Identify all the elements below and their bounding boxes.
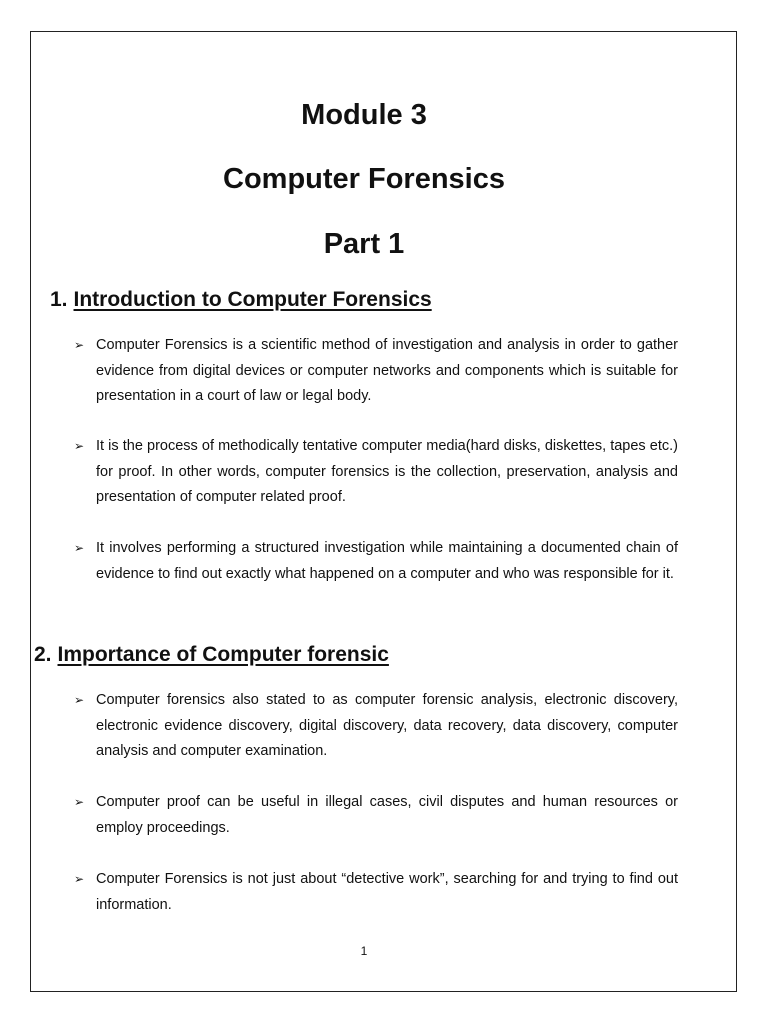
bullet-text: It is the process of methodically tentative computer media(hard disks, diskettes, tapes etc.) for proof. In other words, computer forensics is the collection, preservation, analysis and presentation of computer related proof. bbox=[96, 438, 678, 505]
arrow-bullet-icon: ➢ bbox=[74, 693, 85, 707]
section-heading-text: Introduction to Computer Forensics bbox=[73, 288, 432, 311]
arrow-bullet-icon: ➢ bbox=[74, 338, 85, 352]
bullet-text: Computer Forensics is a scientific method of investigation and analysis in order to gather evidence from digital devices or computer networks and components which is suitable for presentation in a court of law or legal body. bbox=[96, 337, 678, 404]
section-number: 1. bbox=[50, 288, 68, 311]
bullet-text: It involves performing a structured investigation while maintaining a documented chain of evidence to find out exactly what happened on a computer and who was responsible for it. bbox=[96, 540, 678, 582]
part-title: Part 1 bbox=[323, 228, 405, 260]
arrow-bullet-icon: ➢ bbox=[74, 439, 85, 453]
section-number: 2. bbox=[34, 643, 52, 666]
arrow-bullet-icon: ➢ bbox=[74, 541, 85, 555]
bullet-item bbox=[74, 790, 678, 841]
page-number: 1 bbox=[360, 944, 368, 958]
bullet-text: Computer Forensics is not just about “detective work”, searching for and trying to find out information. bbox=[96, 871, 678, 913]
bullet-item bbox=[74, 536, 678, 587]
bullet-item bbox=[74, 333, 678, 410]
subject-title: Computer Forensics bbox=[223, 163, 505, 195]
module-title: Module 3 bbox=[301, 99, 427, 131]
bullet-item bbox=[74, 434, 678, 511]
bullet-item bbox=[74, 867, 678, 918]
bullet-text: Computer forensics also stated to as computer forensic analysis, electronic discovery, electronic evidence discovery, digital discovery, data recovery, data discovery, computer analysis and computer examination. bbox=[96, 692, 678, 759]
bullet-text: Computer proof can be useful in illegal cases, civil disputes and human resources or employ proceedings. bbox=[96, 794, 678, 836]
bullet-item bbox=[74, 688, 678, 765]
section-heading-importance bbox=[34, 642, 389, 668]
arrow-bullet-icon: ➢ bbox=[74, 795, 85, 809]
section-heading-text: Importance of Computer forensic bbox=[57, 643, 389, 666]
arrow-bullet-icon: ➢ bbox=[74, 872, 85, 886]
section-heading-introduction bbox=[50, 287, 432, 313]
